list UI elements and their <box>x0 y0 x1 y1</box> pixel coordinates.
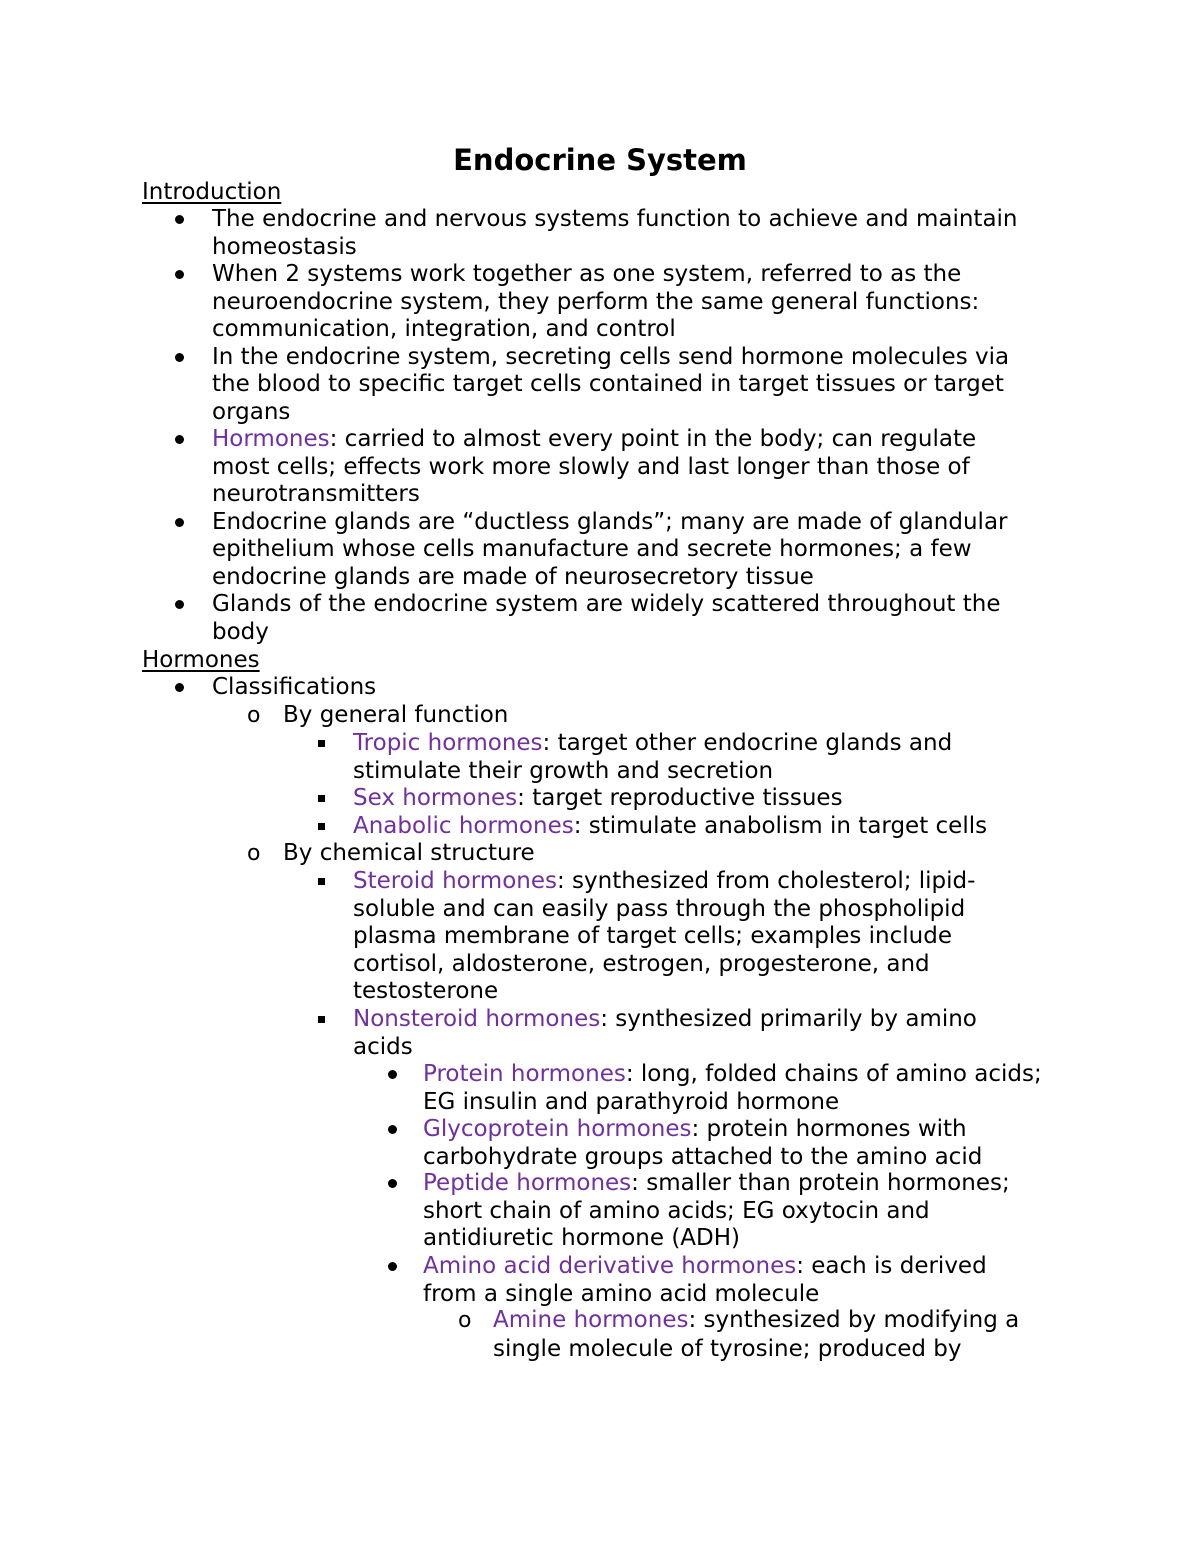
list-item-continued: short chain of amino acids; EG oxytocin and <box>423 1197 930 1224</box>
definition: : stimulate anabolism in target cells <box>573 812 988 839</box>
list-item-continued: body <box>212 618 269 645</box>
list-item-anabolic <box>353 813 987 841</box>
definition: : synthesized from cholesterol; lipid- <box>556 868 976 894</box>
circle-bullet-icon: o <box>458 1308 472 1333</box>
definition: : each is derived <box>796 1253 987 1279</box>
square-bullet-icon <box>318 1006 325 1034</box>
term-protein-hormones: Protein hormones <box>423 1061 626 1087</box>
list-item-continued: from a single amino acid molecule <box>423 1280 820 1307</box>
list-item-continued: epithelium whose cells manufacture and secrete hormones; a few <box>212 536 972 562</box>
circle-bullet-icon: o <box>247 703 261 728</box>
definition: : target reproductive tissues <box>517 785 843 811</box>
term-glycoprotein-hormones: Glycoprotein hormones <box>423 1116 692 1142</box>
list-item-peptide <box>423 1170 1010 1198</box>
list-item-classifications: Classifications <box>212 674 377 700</box>
definition: : smaller than protein hormones; <box>631 1170 1010 1196</box>
list-item-continued: communication, integration, and control <box>212 316 676 342</box>
list-item: In the endocrine system, secreting cells send hormone molecules via <box>212 343 1010 370</box>
bullet-icon <box>175 426 184 454</box>
list-item-protein <box>423 1061 1042 1089</box>
list-item-amine <box>493 1307 1019 1335</box>
list-item-continued: EG insulin and parathyroid hormone <box>423 1088 840 1115</box>
term-peptide-hormones: Peptide hormones <box>423 1170 632 1196</box>
list-item-nonsteroid <box>353 1006 977 1034</box>
list-item-continued: stimulate their growth and secretion <box>353 757 774 784</box>
list-item-continued: the blood to specific target cells contained in target tissues or target <box>212 371 1004 397</box>
bullet-icon <box>388 1170 397 1198</box>
list-item-continued: neuroendocrine system, they perform the same general functions: <box>212 288 980 315</box>
definition: : target other endocrine glands and <box>542 730 953 756</box>
list-item-continued: carbohydrate groups attached to the amino acid <box>423 1143 983 1170</box>
term-amino-acid-derivative-hormones: Amino acid derivative hormones <box>423 1253 797 1279</box>
square-bullet-icon <box>318 868 325 896</box>
term-amine-hormones: Amine hormones <box>493 1307 689 1333</box>
bullet-icon <box>175 206 184 234</box>
definition: : protein hormones with <box>691 1116 967 1142</box>
list-item-continued: plasma membrane of target cells; examples include <box>353 923 952 949</box>
list-item: Glands of the endocrine system are widely scattered throughout the <box>212 591 1001 617</box>
list-item-continued: organs <box>212 398 291 425</box>
list-item-continued: soluble and can easily pass through the phospholipid <box>353 895 966 922</box>
section-heading-introduction: Introduction <box>142 179 282 205</box>
bullet-icon <box>388 1253 397 1281</box>
list-item-tropic <box>353 730 952 758</box>
definition: : carried to almost every point in the body; can regulate <box>329 426 977 452</box>
square-bullet-icon <box>318 730 325 758</box>
list-item-steroid <box>353 868 975 896</box>
bullet-icon <box>175 261 184 289</box>
list-item-continued: homeostasis <box>212 233 357 260</box>
list-item-continued: neurotransmitters <box>212 481 420 507</box>
term-steroid-hormones: Steroid hormones <box>353 868 557 894</box>
section-heading-hormones: Hormones <box>142 647 260 673</box>
definition: : long, folded chains of amino acids; <box>625 1061 1042 1087</box>
list-item-continued: cortisol, aldosterone, estrogen, progesterone, and <box>353 950 930 977</box>
term-sex-hormones: Sex hormones <box>353 785 518 811</box>
definition: : synthesized primarily by amino <box>600 1006 977 1032</box>
list-item-amino-acid-derivative <box>423 1253 987 1281</box>
list-item-glycoprotein <box>423 1116 967 1144</box>
definition: : synthesized by modifying a <box>688 1307 1020 1333</box>
term-hormones: Hormones <box>212 426 330 452</box>
list-item-hormones <box>212 426 976 454</box>
list-item-by-chemical-structure: By chemical structure <box>283 840 535 866</box>
bullet-icon <box>175 674 184 702</box>
square-bullet-icon <box>318 813 325 841</box>
term-nonsteroid-hormones: Nonsteroid hormones <box>353 1006 601 1032</box>
list-item: Endocrine glands are “ductless glands”; many are made of glandular <box>212 508 1008 535</box>
page-title: Endocrine System <box>453 143 747 177</box>
list-item-continued: most cells; effects work more slowly and last longer than those of <box>212 453 970 480</box>
list-item-continued: acids <box>353 1033 413 1060</box>
bullet-icon <box>388 1116 397 1144</box>
term-tropic-hormones: Tropic hormones <box>353 730 543 756</box>
bullet-icon <box>175 509 184 537</box>
term-anabolic-hormones: Anabolic hormones <box>353 812 574 839</box>
list-item-continued: single molecule of tyrosine; produced by <box>493 1336 962 1362</box>
circle-bullet-icon: o <box>247 841 261 866</box>
bullet-icon <box>388 1061 397 1089</box>
bullet-icon <box>175 344 184 372</box>
list-item-continued: testosterone <box>353 978 499 1004</box>
list-item-continued: endocrine glands are made of neurosecretory tissue <box>212 563 814 590</box>
list-item-sex <box>353 785 843 813</box>
list-item: When 2 systems work together as one system, referred to as the <box>212 261 962 287</box>
list-item-continued: antidiuretic hormone (ADH) <box>423 1225 741 1251</box>
list-item-by-general-function: By general function <box>283 702 509 728</box>
bullet-icon <box>175 591 184 619</box>
square-bullet-icon <box>318 785 325 813</box>
list-item: The endocrine and nervous systems function to achieve and maintain <box>212 206 1018 232</box>
